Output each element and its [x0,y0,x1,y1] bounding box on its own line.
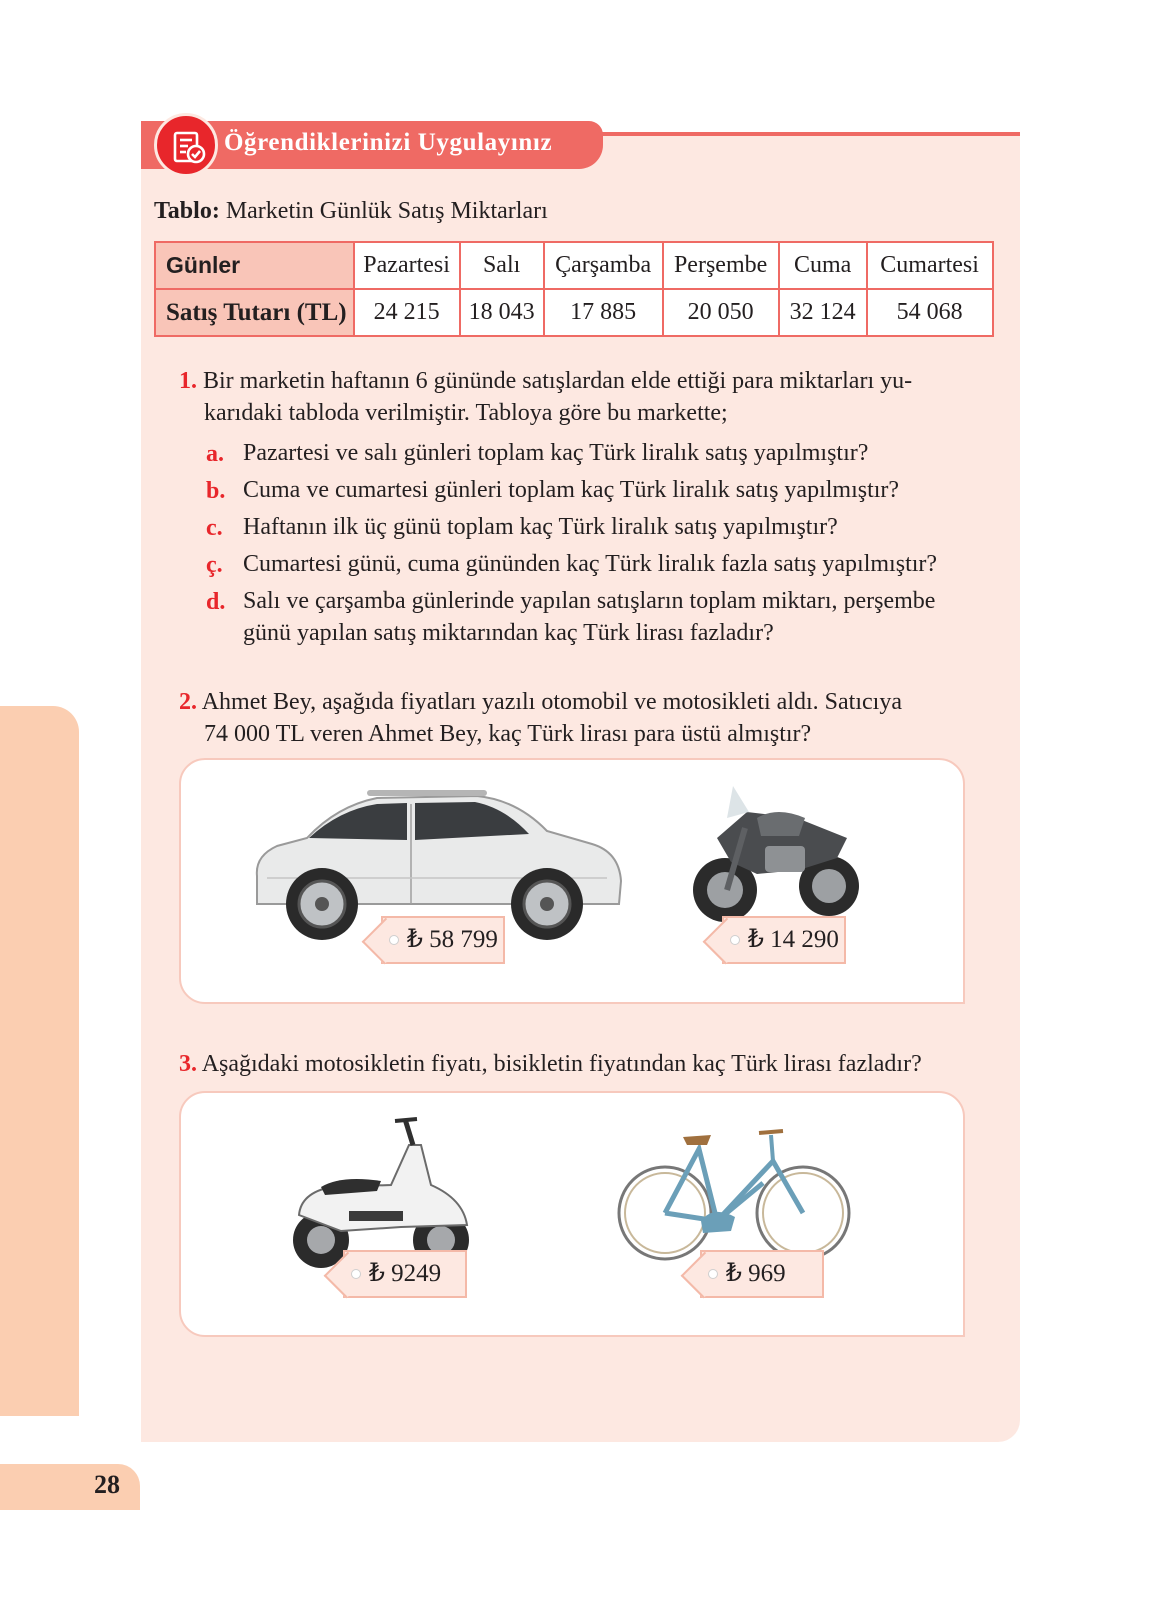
value-cell: 24 215 [354,289,460,336]
sales-table [154,241,994,337]
header-rule [590,132,1020,136]
question-text: Bir marketin haftanın 6 gününde satışlardan elde ettiği para miktarları yu- [203,368,913,394]
item-letter-b: b. [206,478,226,504]
question-2-line2: 74 000 TL veren Ahmet Bey, kaç Türk lirası para üstü almıştır? [204,721,812,747]
tag-hole [389,935,399,945]
day-cell: Pazartesi [354,242,460,289]
day-cell: Salı [460,242,544,289]
row-header-days: Günler [155,242,354,289]
item-text-d-line2: günü yapılan satış miktarından kaç Türk lirası fazladır? [243,620,774,646]
bicycle-price-tag [700,1250,824,1298]
bikes-box [179,1091,965,1337]
question-1-line2: karıdaki tabloda verilmiştir. Tabloya göre bu markette; [204,400,728,426]
car-price-tag [381,916,505,964]
day-cell: Çarşamba [544,242,663,289]
item-text-a: Pazartesi ve salı günleri toplam kaç Türk liralık satış yapılmıştır? [243,440,869,466]
table-caption-text: Marketin Günlük Satış Miktarları [225,198,548,224]
value-cell: 54 068 [867,289,993,336]
tag-hole [708,1269,718,1279]
question-2 [179,687,902,718]
scooter-price-tag [343,1250,467,1298]
value-cell: 18 043 [460,289,544,336]
item-text-c: Haftanın ilk üç günü toplam kaç Türk liralık satış yapılmıştır? [243,514,838,540]
question-number: 1. [179,368,197,394]
value-cell: 17 885 [544,289,663,336]
day-cell: Cuma [779,242,867,289]
day-cell: Cumartesi [867,242,993,289]
tag-hole [351,1269,361,1279]
car-price: ₺ 58 799 [407,926,498,953]
side-tab [0,706,79,1416]
motorcycle-price-tag [722,916,846,964]
question-number: 2. [179,689,197,715]
item-letter-c: c. [206,515,223,541]
table-caption [154,198,548,225]
table-caption-label: Tablo: [154,198,220,224]
vehicles-box [179,758,965,1004]
item-letter-a: a. [206,441,224,467]
item-letter-cc: ç. [206,552,223,578]
row-header-sales: Satış Tutarı (TL) [155,289,354,336]
motorcycle-image [687,778,865,928]
question-1 [179,366,912,397]
table-row-days [155,242,993,289]
item-letter-d: d. [206,589,226,615]
bicycle-price: ₺ 969 [726,1260,786,1287]
day-cell: Perşembe [663,242,779,289]
table-row-sales [155,289,993,336]
value-cell: 20 050 [663,289,779,336]
value-cell: 32 124 [779,289,867,336]
item-text-cc: Cumartesi günü, cuma gününden kaç Türk liralık fazla satış yapılmıştır? [243,551,938,577]
motorcycle-price: ₺ 14 290 [748,926,839,953]
item-text-b: Cuma ve cumartesi günleri toplam kaç Türk liralık satış yapılmıştır? [243,477,900,503]
page-number: 28 [94,1470,120,1499]
bicycle-image [613,1121,853,1271]
section-title: Öğrendiklerinizi Uygulayınız [224,129,553,156]
question-text: Ahmet Bey, aşağıda fiyatları yazılı otomobil ve motosikleti aldı. Satıcıya [201,689,902,715]
question-number: 3. [179,1051,197,1077]
checklist-icon [154,113,218,177]
question-3 [179,1049,922,1080]
tag-hole [730,935,740,945]
scooter-price: ₺ 9249 [369,1260,442,1287]
question-text: Aşağıdaki motosikletin fiyatı, bisikletin fiyatından kaç Türk lirası fazladır? [201,1051,922,1077]
item-text-d: Salı ve çarşamba günlerinde yapılan satışların toplam miktarı, perşembe [243,588,936,614]
